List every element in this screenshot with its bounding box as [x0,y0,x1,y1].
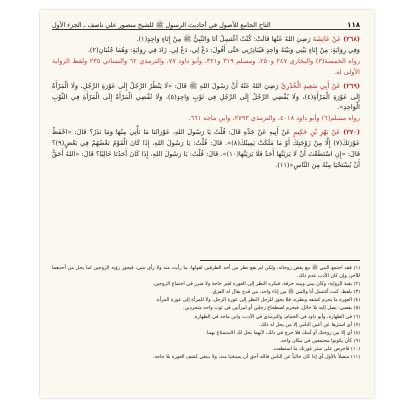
page-header [52,15,360,30]
running-title: التاج الجامع للأصول في أحاديث الرسول ﷺ للشيخ منصور علي ناصف ـ الجزء الأول [52,21,271,29]
hadith-text: وَفِي رِوَايَةٍ: مِنْ إِنَاءٍ بَيْنِي وَبَيْنَهُ وَاحِدٍ فَيُبَادِرُنِي حَتَّى أَقُولَ: دَعْ لِي، دَعْ لِي. زَادَ فِي رِوَايَةٍ: وَهُمَا جُنُبَانِ(٢). [87,45,360,54]
footnote: (٣) بلفظ: كنت أغتسل أنا والنبي ﷺ من إناء واحد، من قدح يقال له الفرق. [211,289,360,296]
footnote: (٩) كأن يكونوا مجتمعين في مكان واحد. [279,337,360,344]
footnote: (٨) أي إلا من زوجتك أو أمتك فلا حرج في ذلك، لأنهما يحل لك الاستمتاع بهما. [205,329,360,336]
hadith-number: (٢٧٠) [343,128,360,137]
hadith-text: عَنْ أَبِيهِ عَنْ جَدِّهِ قَالَ: قُلْتُ يَا رَسُولَ اللهِ، عَوْرَاتُنَا مَا نَأْتِي مِنْهَا وَمَا نَذَرُ؟ قَالَ: «احْفَظْ عَوْرَتَكَ(٧) إِلَّا مِنْ زَوْجَتِكَ أَوْ مَا مَلَكَتْ يَمِينُكَ(٨)». قَالَ: قُلْتُ: يَا رَسُولَ اللهِ، إِذَا كَانَ الْقَوْمُ بَعْضُهُمْ فِي بَعْضٍ(٩)؟ قَالَ: «إِنِ اسْتَطَعْتَ أَنْ لَا يَرَيَنَّهَا أَحَدٌ فَلَا يَرَيَنَّهَا(١٠)». قَالَ: قُلْتُ: يَا رَسُولَ اللهِ، إِذَا كَانَ أَحَدُنَا خَالِيًا؟ قَالَ: «اللهُ أَحَقُّ أَنْ يُسْتَحْيَا مِنْهُ مِنَ النَّاسِ»(١١). [52,128,360,169]
hadith-270 [52,127,360,171]
hadith-narrator: عَنْ عَائِشَةَ [312,35,342,43]
footnote: (٤) العورة ما يحرم كشفه ونظره، فلا يجوز للرجل النظر إلى عورة الرجل، ولا للمرأة إلى عورة المرأة. [155,297,360,304]
page-number: ١١٨ [347,21,360,29]
hadith-text: رَضِيَ اللهُ عَنْهَا قَالَتْ: كُنْتُ أَغْتَسِلُ أَنَا وَالنَّبِيُّ ﷺ مِنْ إِنَاءٍ وَاحِدٍ(١). [136,35,311,43]
footnote: (١١) متصلاً بالأول أي إذا كان خالياً عن الناس فالله أحق أن يستحيا منه، ولا ينبغي كشف العورة بلا حاجة. [152,354,360,361]
hadith-source: رواه مسلم(٦) وأبو داود ٤٠١٨، والترمذي ٢٧٩٣، وابن ماجه ٦٦١. [188,114,360,123]
footnote: (٦) في الطهارة، وأبو داود في الحمام، والترمذي في الأدب، وابن ماجه في الطهارة. [193,313,360,320]
hadith-268 [52,34,360,45]
main-text [52,34,360,256]
hadith-source: رواه الخمسة(٣) والبخاري ٢٤٧ و٢٥٠، ومسلم ٣١٩ و٣٢١، وأبو داود ٧٧، والترمذي ٦٢ والنسائي ٢٣٥ ولفظ الرواية الأولى له. [52,56,360,76]
hadith-text: رَضِيَ اللهُ عَنْهُ أَنَّ رَسُولَ اللهِ ﷺ قَالَ: «لَا يَنْظُرُ الرَّجُلُ إِلَى عَوْرَةِ الرَّجُلِ، وَلَا الْمَرْأَةُ إِلَى عَوْرَةِ الْمَرْأَةِ(٤)، وَلَا يُفْضِي الرَّجُلُ إِلَى الرَّجُلِ فِي ثَوْبٍ وَاحِدٍ(٥)، وَلَا تُفْضِي الْمَرْأَةُ إِلَى الْمَرْأَةِ فِي الثَّوْبِ الْوَاحِدِ». [52,81,360,112]
footnote: (٢) بقية الرواية: وكان بيني وبينه خرقة، فيكره النظر إلى العورة لغير حاجة ولا ضرر في اجتماع الزوجين. [152,281,360,288]
footnote: (٧) أي استرها عن أعين الناس إلا من يحل له ذلك. [259,321,360,328]
hadith-269 [52,81,360,114]
footnotes [52,264,360,392]
footnote: (١) فقد اجتمع النبي ﷺ مع بعض زوجاته، ولكن لم يقع نظر من أحد الطرفين لقولها: ما رأيت منه ولا رأى مني، فيجوز رؤية الزوجين لما يحل من أحدهما للآخر، وإن كان الأدب عدم ذلك. [52,265,360,280]
book-page [40,10,374,398]
hadith-number: (٢٦٩) [343,81,360,90]
footnote-divider [200,260,360,261]
footnote: (١٠) فاحرص على ستر عورتك ما استطعت. [272,345,360,352]
hadith-narrator: عَنْ بَهْزِ بْنِ حَكِيمٍ [293,128,341,137]
hadith-number: (٢٦٨) [343,35,360,43]
footnote: (٥) يفضي: يصل إليه بلا حائل، فيحرم اضطجاع رجلين أو امرأتين في ثوب واحد متجردين. [182,305,360,312]
hadith-narrator: عَنْ أَبِي سَعِيدٍ الْخُدْرِيِّ [281,81,341,90]
